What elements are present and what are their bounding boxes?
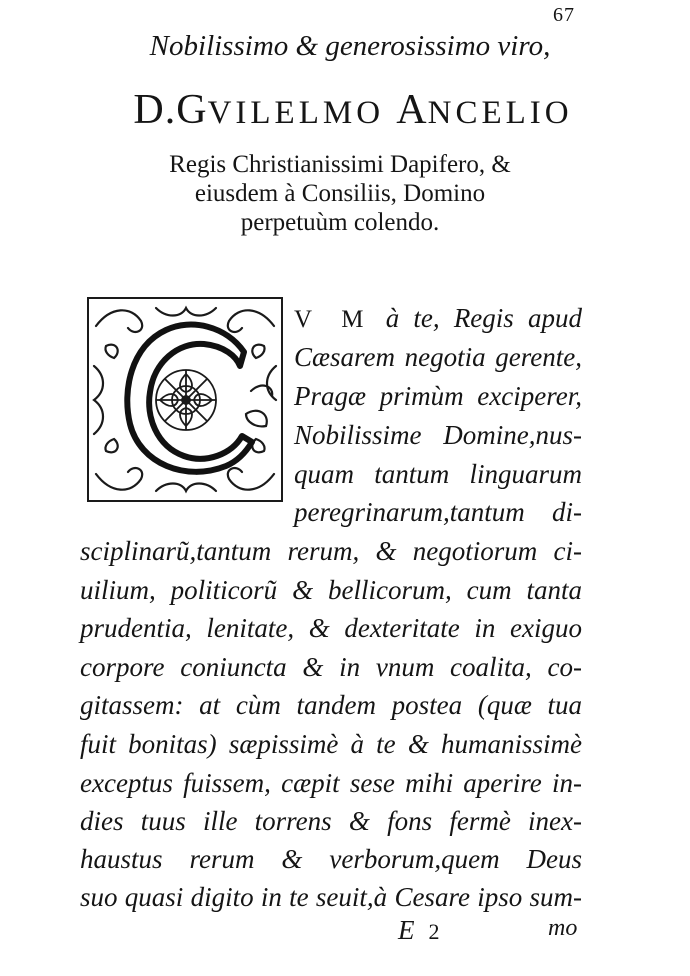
title-line: Regis Christianissimi Dapifero, & [169,151,511,178]
body-line: dies tuus ille torrens & fons fermè inex- [80,806,582,836]
title-line: eiusdem à Consiliis, Domino [194,180,486,207]
body-line: peregrinarum,tantum di- [294,497,582,527]
signature-mark [398,915,440,946]
body-line: Pragæ primùm exciperer, [294,381,582,411]
body-line: quam tantum linguarum [294,459,582,489]
name-rest-b: NCELIO [427,95,573,131]
body-line: sciplinarũ,tantum rerum, & negotiorum ci- [80,536,582,566]
body-line: V M à te, Regis apud [294,303,582,333]
body-line: Nobilissime Domine,nus- [294,420,582,450]
opening-word: V M [294,306,372,333]
body-line: haustus rerum & verborum,quem Deus [80,844,582,874]
body-line: prudentia, lenitate, & dexteritate in exiguo [80,613,582,643]
body-line: corpore coniuncta & in vnum coalita, co- [80,652,582,682]
dedicatee-titles [115,150,565,237]
signature-number: 2 [428,919,440,944]
dedication-line: Nobilissimo & generosissimo viro, [149,30,551,62]
page-number: 67 [553,4,575,26]
body-line: fuit bonitas) sæpissimè à te & humanissimè [80,729,582,759]
body-line: suo quasi digito in te seuit,à Cesare ipso sum- [80,882,582,912]
dedicatee-name [0,86,690,134]
body-line: exceptus fuissem, cæpit sese mihi aperire in- [80,768,582,798]
name-rest-a: VILELMO [207,95,397,131]
body-line: uilium, politicorũ & bellicorum, cum tanta [80,575,582,605]
body-line: Cæsarem negotia gerente, [294,342,582,372]
decorated-initial-c [86,296,284,503]
title-line: perpetuùm colendo. [240,209,440,236]
catchword: mo [548,915,578,941]
name-initial: D.G [133,87,208,133]
body-line: gitassem: at cùm tandem postea (quæ tua [80,690,582,720]
name-initial-b: A [396,87,428,133]
signature-letter: E [398,915,415,945]
